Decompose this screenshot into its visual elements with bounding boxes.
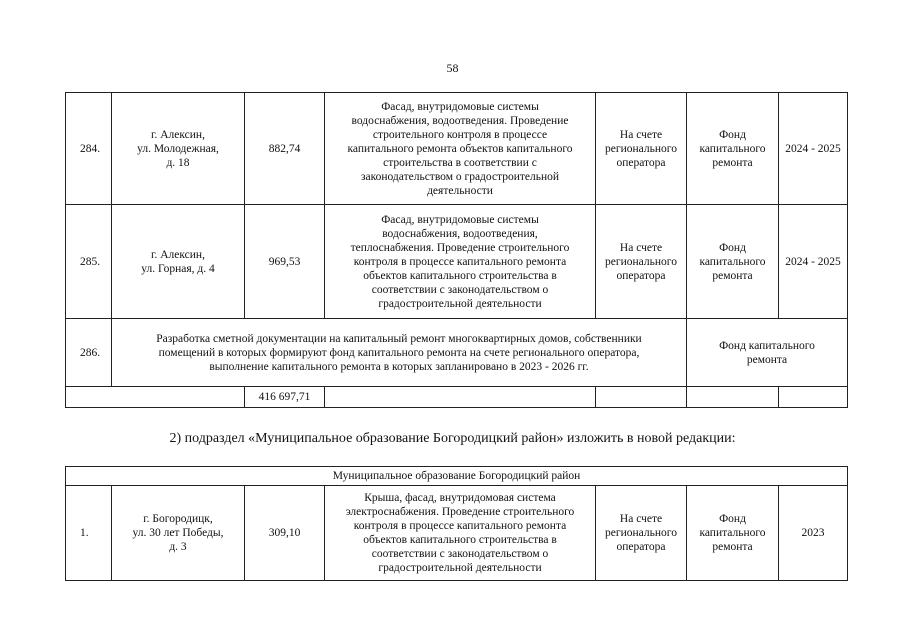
table-row bbox=[66, 486, 848, 581]
work-line: водоснабжения, водоотведения. Проведение bbox=[351, 114, 569, 127]
fund-line: капитального bbox=[699, 527, 766, 539]
work-line: капитального ремонта объектов капитального bbox=[347, 142, 573, 155]
work-line: строительства в соответствии с bbox=[383, 156, 537, 169]
fund-line: Фонд bbox=[719, 513, 746, 525]
work-line: Фасад, внутридомовые системы bbox=[381, 213, 539, 226]
account-line: регионального bbox=[605, 527, 677, 539]
total-area-cell: 416 697,71 bbox=[245, 387, 325, 408]
empty-cell bbox=[325, 387, 596, 408]
work-line: Фасад, внутридомовые системы bbox=[381, 100, 539, 113]
work-line: контроля в процессе капитального ремонта bbox=[353, 520, 567, 532]
fund-line: капитального bbox=[699, 255, 766, 268]
fund-line: Фонд bbox=[719, 241, 746, 254]
estimate-line: Разработка сметной документации на капитальный ремонт многоквартирных домов, собственники bbox=[156, 332, 642, 345]
work-line: соответствии с законодательством о bbox=[371, 283, 549, 296]
work-line: контроля в процессе капитального ремонта bbox=[353, 255, 567, 268]
address-line: ул. Молодежная, bbox=[137, 142, 219, 155]
address-cell bbox=[112, 205, 245, 319]
address-line: г. Богородицк, bbox=[143, 513, 213, 525]
address-line: г. Алексин, bbox=[151, 128, 205, 141]
work-line: Крыша, фасад, внутридомовая система bbox=[364, 492, 556, 504]
row-number: 284. bbox=[66, 93, 112, 205]
district-table bbox=[65, 466, 848, 581]
fund-line: ремонта bbox=[712, 541, 753, 553]
district-title: Муниципальное образование Богородицкий район bbox=[66, 467, 848, 486]
work-description-cell bbox=[325, 93, 596, 205]
table-row bbox=[66, 93, 848, 205]
fund-cell bbox=[687, 93, 779, 205]
work-line: объектов капитального строительства в bbox=[363, 269, 557, 282]
address-line: г. Алексин, bbox=[151, 248, 205, 261]
period-cell: 2023 bbox=[779, 486, 848, 581]
address-cell bbox=[112, 486, 245, 581]
account-cell bbox=[596, 93, 687, 205]
address-cell bbox=[112, 93, 245, 205]
work-line: строительного контроля в процессе bbox=[372, 128, 548, 141]
fund-line: Фонд bbox=[719, 128, 746, 141]
row-number: 1. bbox=[66, 486, 112, 581]
page-number: 58 bbox=[446, 61, 459, 75]
work-line: соответствии с законодательством о bbox=[371, 548, 549, 560]
work-line: градостроительной деятельности bbox=[378, 562, 542, 574]
estimate-line: выполнение капитального ремонта в которых запланировано в 2023 - 2026 гг. bbox=[209, 360, 589, 373]
account-cell bbox=[596, 205, 687, 319]
work-description-cell bbox=[325, 205, 596, 319]
area-cell: 969,53 bbox=[245, 205, 325, 319]
account-line: оператора bbox=[616, 156, 666, 169]
work-description-cell bbox=[325, 486, 596, 581]
row-number: 286. bbox=[66, 319, 112, 387]
table-row bbox=[66, 205, 848, 319]
work-line: водоснабжения, водоотведения, bbox=[382, 227, 538, 240]
total-row bbox=[66, 387, 848, 408]
empty-cell bbox=[779, 387, 848, 408]
account-line: На счете bbox=[619, 128, 663, 141]
fund-line: Фонд капитального bbox=[719, 339, 815, 352]
work-line: объектов капитального строительства в bbox=[363, 534, 557, 546]
address-line: д. 18 bbox=[166, 156, 190, 169]
estimate-description-cell bbox=[112, 319, 687, 387]
estimate-line: помещений в которых формируют фонд капитального ремонта на счете регионального оператора, bbox=[158, 346, 640, 359]
account-line: На счете bbox=[619, 241, 663, 254]
account-line: оператора bbox=[616, 269, 666, 282]
account-cell bbox=[596, 486, 687, 581]
account-line: регионального bbox=[605, 255, 677, 268]
empty-cell bbox=[596, 387, 687, 408]
work-line: электроснабжения. Проведение строительного bbox=[345, 506, 575, 518]
fund-cell bbox=[687, 205, 779, 319]
address-line: ул. Горная, д. 4 bbox=[141, 262, 215, 275]
empty-cell bbox=[687, 387, 779, 408]
fund-cell bbox=[687, 319, 848, 387]
fund-line: ремонта bbox=[712, 156, 753, 169]
fund-line: ремонта bbox=[712, 269, 753, 282]
area-cell: 309,10 bbox=[245, 486, 325, 581]
work-line: законодательством о градостроительной bbox=[360, 170, 560, 183]
period-cell: 2024 - 2025 bbox=[779, 93, 848, 205]
works-table bbox=[65, 92, 848, 408]
work-line: теплоснабжения. Проведение строительного bbox=[350, 241, 570, 254]
address-line: ул. 30 лет Победы, bbox=[132, 527, 224, 539]
account-line: На счете bbox=[619, 513, 663, 525]
address-line: д. 3 bbox=[169, 541, 187, 553]
district-title-row bbox=[66, 467, 848, 486]
account-line: регионального bbox=[605, 142, 677, 155]
period-cell: 2024 - 2025 bbox=[779, 205, 848, 319]
fund-line: ремонта bbox=[746, 353, 788, 366]
account-line: оператора bbox=[616, 541, 666, 553]
area-cell: 882,74 bbox=[245, 93, 325, 205]
empty-cell bbox=[66, 387, 245, 408]
work-line: градостроительной деятельности bbox=[378, 297, 542, 310]
fund-cell bbox=[687, 486, 779, 581]
work-line: деятельности bbox=[427, 184, 493, 197]
row-number: 285. bbox=[66, 205, 112, 319]
fund-line: капитального bbox=[699, 142, 766, 155]
table-row bbox=[66, 319, 848, 387]
section-heading: 2) подраздел «Муниципальное образование Богородицкий район» изложить в новой редакции: bbox=[169, 431, 736, 446]
